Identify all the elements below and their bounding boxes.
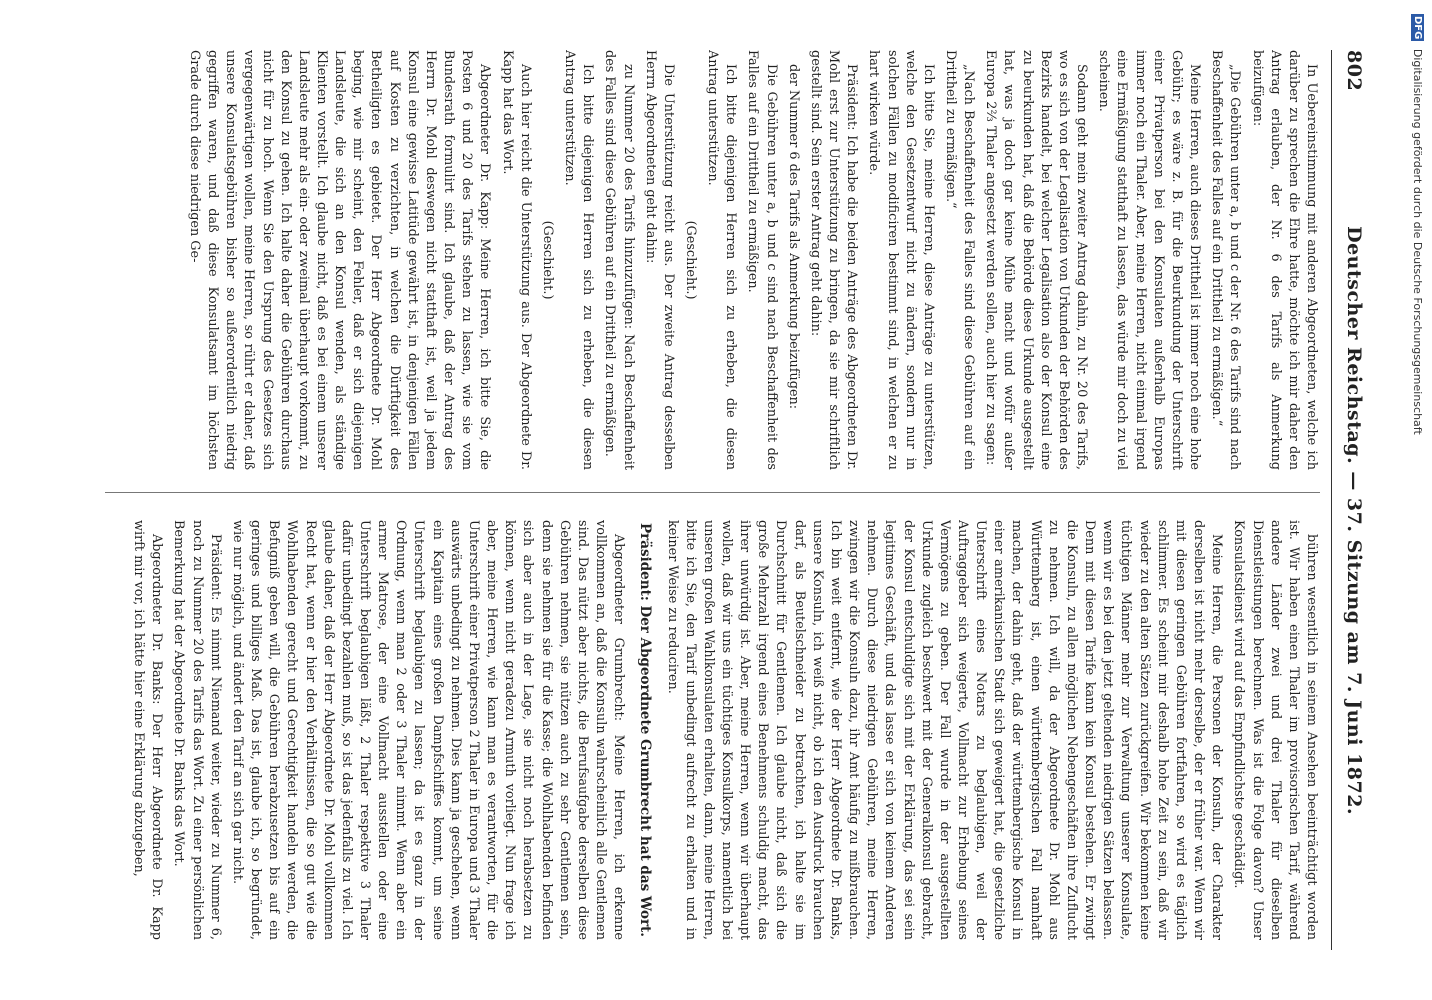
paragraph: „Nach Beschaffenheit des Falles sind diese Gebühren auf ein Drittheil zu ermäßigen.“	[943, 50, 977, 470]
left-column	[105, 50, 1320, 470]
paragraph: (Geschieht.)	[683, 220, 698, 300]
page-header	[1331, 50, 1376, 950]
paragraph: Präsident: Ich habe die beiden Anträge des Abgeordneten Dr. Mohl erst zur Unterstützung zu bringen, da sie mir schriftlich gestellt sind. Sein erster Antrag geht dahin:	[807, 50, 860, 470]
paragraph: Ich bitte diejenigen Herren sich zu erheben, die diesen Antrag unterstützen.	[705, 50, 739, 470]
page-number: 802	[1343, 50, 1365, 92]
paragraph: Abgeordneter Dr. Kapp: Meine Herren, ich bitte Sie, die Posten 6 und 20 des Tarifs stehen zu lassen, wie sie vom Bundesrath formulirt sind. Ich glaube, daß der Antrag des Herrn Dr. Mohl deswegen nicht statthaft ist, weil ja jedem Konsul eine gewisse Latitüde gewährt ist, in denjenigen Fällen auf Kosten zu verzichten, in welchen die Dürftigkeit des Betheiligten es gebietet. Der Herr Abgeordnete Dr. Mohl beging, wie mir scheint, den Fehler, daß er sich diejenigen Landsleute, die sich an den Konsul wenden, als ständige Klienten vorstellt. Ich glaube nicht, daß es bei einem unserer Landsleute mehr als ein- oder zweimal überhaupt vorkommt, zu den Konsul zu gehen. Ich halte daher die Gebühren durchaus nicht für zu hoch. Wenn Sie den Ursprung des Gesetzes sich vergegenwärtigen wollen, meine Herren, so rührt er daher, daß unsere Konsulatsgebühren bisher so außerordentlich niedrig gegriffen waren, und daß diese Konsulatsamt im höchsten Grade durch diese niedrigen Ge-	[186, 50, 493, 470]
paragraph: bühren wesentlich in seinem Ansehen beeinträchtigt worden ist. Wir haben einen Thaler im provisorischen Tarif, während andere Länder zwei und drei Thaler für dieselben Dienstleistungen berechnen. Was ist die Folge davon? Unser Konsulatsdienst wird auf das Empfindlichste geschädigt.	[1231, 520, 1319, 940]
page-title: Deutscher Reichstag. — 37. Sitzung am 7. Juni 1872.	[1343, 226, 1365, 816]
paragraph: der Nummer 6 des Tarifs als Anmerkung beizufügen:	[785, 64, 801, 410]
paragraph: (Geschieht.)	[539, 220, 555, 300]
paragraph: Sodann geht mein zweiter Antrag dahin, zu Nr. 20 des Tarifs, wo es sich von der Legalisation von Urkunden der Behörden des Bezirks handelt, bei welcher Legalisation also der Konsul eine zu beurkunden hat, daß die Behörde diese Urkunde ausgestellt hat, was ja doch gar keine Mühe macht und wofür außer Europa 2⅔ Thaler angesetzt werden sollen, auch hier zu sagen:	[983, 50, 1090, 470]
paragraph: Abgeordneter Grumbrecht: Meine Herren, ich erkenne vollkommen an, daß die Konsuln wahrscheinlich alle Gentlemen sind. Das nützt aber nichts, die Berufsaufgabe derselben diese Gebühren nehmen, sie nützen auch zu sehr Gentlemen sein, denn sie nehmen sie für die Kasse; die Wohlhabenden befinden sich aber auch in der Lage, sie nicht noch herabsetzen zu können, wenn nicht geradezu Armuth vorliegt. Nun frage ich aber, meine Herren, wie kann man es verantworten, für die Unterschrift einer Privatperson 2 Thaler in Europa und 3 Thaler auswärts unbedingt zu nehmen. Dies kann ja geschehen, wenn ein Kapitain eines großen Dampfschiffes kommt, um seine Unterschrift beglaubigen zu lassen; da ist es ganz in der Ordnung, wenn man 2 oder 3 Thaler nimmt. Wenn aber ein armer Matrose, der eine Vollmacht ausstellen oder eine Unterschrift beglaubigen läßt, 2 Thaler respektive 3 Thaler dafür unbedingt bezahlen muß, so ist das jedenfalls zu viel. Ich glaube daher, daß der Herr Abgeordnete Dr. Mohl vollkommen Recht hat, wenn er hier den Verhältnissen, die so gut wie die Wohlhabenden gerecht und Gerechtigkeit handeln werden, die Befugniß geben will, die Gebühren herabzusetzen bis auf ein geringes und billiges Maß. Das ist, glaube ich, so begründet, wie nur möglich, und ändert den Tarif an sich gar nicht.	[229, 520, 627, 940]
column-divider	[105, 492, 1320, 493]
right-column	[105, 520, 1320, 940]
paragraph: Meine Herren, auch dieses Drittheil ist immer noch eine hohe Gebühr; es wäre z. B. für die Beurkundung der Unterschrift einer Privatperson bei den Konsulaten außerhalb Europas immer noch ein Thaler. Aber, meine Herren, nicht einmal irgend eine Ermäßigung statthaft zu lassen, das würde mir doch zu viel scheinen.	[1096, 50, 1203, 470]
paragraph: Präsident: Der Abgeordnete Grumbrecht hat das Wort.	[637, 523, 654, 937]
paragraph: „Die Gebühren unter a, b und c der Nr. 6 des Tarifs sind nach Beschaffenheit des Falles auf ein Drittheil zu ermäßigen.“	[1209, 50, 1243, 470]
credit-text: Digitalisierung gefördert durch die Deutsche Forschungsgemeinschaft	[1411, 48, 1424, 435]
dfg-logo: DFG	[1412, 16, 1423, 40]
paragraph: zu Nummer 20 des Tarifs hinzuzufügen: Nach Beschaffenheit des Falles sind diese Gebühren auf ein Drittheil zu ermäßigen.	[602, 50, 636, 470]
paragraph: In Uebereinstimmung mit anderen Abgeordneten, welche ich darüber zu sprechen die Ehre hatte, möchte ich mir daher den Antrag erlauben, der Nr. 6 des Tarifs als Anmerkung beizufügen:	[1249, 50, 1319, 470]
paragraph: Abgeordneter Dr. Banks: Der Herr Abgeordnete Dr. Kapp wirft mir vor, ich hätte hier eine Erklärung abzugeben,	[131, 520, 165, 940]
document-page	[26, 20, 1406, 980]
paragraph: Ich bitte Sie, meine Herren, diese Anträge zu unterstützen, welche den Gesetzentwurf nicht zu ändern, sondern nur in solchen Fällen zu modificiren bestimmt sind, in welchen er zu hart wirken würde.	[866, 50, 936, 470]
paragraph: Die Unterstützung reicht aus. Der zweite Antrag desselben Herrn Abgeordneten geht dahin:	[642, 50, 676, 470]
paragraph: Auch hier reicht die Unterstützung aus. Der Abgeordnete Dr. Kapp hat das Wort.	[499, 50, 533, 470]
paragraph: Meine Herren, die Personen der Konsuln, der Charakter derselben ist nicht mehr derselbe, der er früher war. Wenn wir mit diesen geringen Gebühren fortfahren, so wird es täglich schlimmer. Es scheint mir deshalb hohe Zeit zu sein, daß wir wieder zu den alten Sätzen zurückgreifen. Wir bekommen keine tüchtigen Männer mehr zur Verwaltung unserer Konsulate, wenn wir es bei den jetzt geltenden niedrigen Sätzen belassen. Denn mit diesen Tarife kann kein Konsul bestehen. Er zwingt die Konsuln, zu allen möglichen Nebengeschäften ihre Zuflucht zu nehmen. Ich will, da der Abgeordnete Dr. Mohl aus Württemberg ist, einen württembergischen Fall namhaft machen, der dahin geht, daß der württembergische Konsul in einer amerikanischen Stadt sich geweigert hat, die gesetzliche Unterschrift eines Notars zu beglaubigen, weil der Auftraggeber sich weigerte, Vollmacht zur Erhebung seines Vermögens zu geben. Der Fall wurde in der ausgestellten Urkunde zugleich beschwert mit der Generalkonsul gebracht, der Konsul entschuldigte sich mit der Erklärung, das sei sein legitimes Geschäft, und das lasse er sich von keinem Anderen nehmen. Durch diese niedrigen Gebühren, meine Herren, zwingen wir die Konsuln dazu, ihr Amt häufig zu mißbrauchen. Ich bin weit entfernt, wie der Herr Abgeordnete Dr. Banks, unsere Konsuln, ich weiß nicht, ob ich den Ausdruck brauchen darf, als Beutelschneider zu betrachten, ich halte sie im Durchschnitt für Gentlemen. Ich glaube nicht, daß sich die große Mehrzahl irgend eines Benehmens schuldig macht, das ihrer unwürdig ist. Aber, meine Herren, wenn wir überhaupt wollen, daß wir uns ein tüchtiges Konsulkorps, namentlich bei unseren großen Wahlkonsulaten erhalten, dann, meine Herren, bitte ich Sie, den Tarif unbedingt aufrecht zu erhalten und in keiner Weise zu reduciren.	[664, 520, 1225, 940]
paragraph: Präsident: Es nimmt Niemand weiter, wieder zu Nummer 6, noch zu Nummer 20 des Tarifs das Wort. Zu einer persönlichen Bemerkung hat der Abgeordnete Dr. Banks das Wort.	[171, 520, 223, 940]
digitization-credit	[1406, 14, 1424, 986]
paragraph: Ich bitte diejenigen Herren sich zu erheben, die diesen Antrag unterstützen.	[562, 50, 596, 470]
paragraph: Die Gebühren unter a, b und c sind nach Beschaffenheit des Falles auf ein Drittheil zu ermäßigen.	[745, 50, 779, 470]
